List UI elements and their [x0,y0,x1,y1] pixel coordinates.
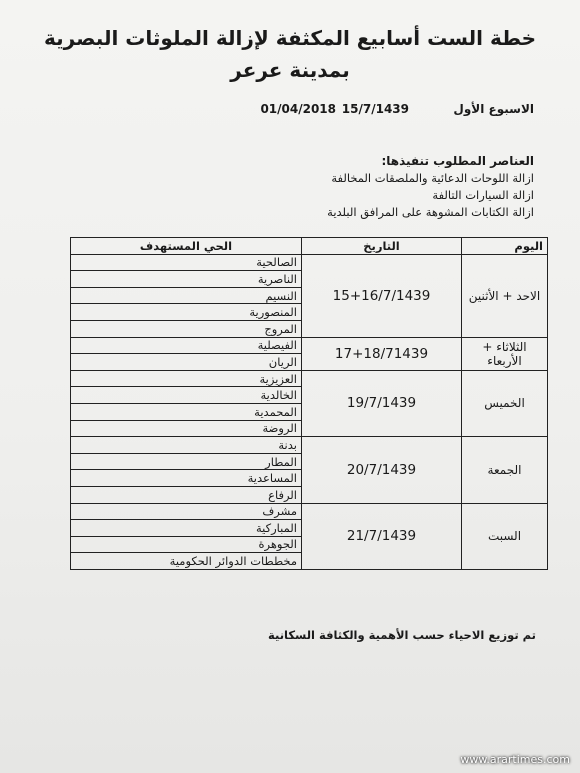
header-day: اليوم [462,238,548,255]
date-cell: 19/7/1439 [302,370,462,436]
district-cell: الخالدية [71,387,302,404]
requirements-section [234,153,534,221]
document-title [40,22,540,86]
day-cell: الجمعة [462,437,548,503]
district-cell: العزيزية [71,370,302,387]
district-cell: النسيم [71,287,302,304]
day-cell: الخميس [462,370,548,436]
date-cell: 20/7/1439 [302,437,462,503]
table-row [71,503,548,520]
district-cell: بدنة [71,437,302,454]
requirement-item: ازالة الكتابات المشوهة على المرافق البلدية [327,205,534,219]
district-cell: المطار [71,453,302,470]
title-line-1: خطة الست أسابيع المكثفة لإزالة الملوثات البصرية [44,26,536,50]
date-cell: 21/7/1439 [302,503,462,569]
table-row [71,337,548,354]
district-cell: المباركية [71,520,302,537]
date-cell: 15+16/7/1439 [302,254,462,337]
gregorian-date: 01/04/2018 [260,102,336,116]
table-header-row [71,238,548,255]
district-cell: المنصورية [71,304,302,321]
title-line-2: بمدينة عرعر [230,58,350,82]
district-cell: مشرف [71,503,302,520]
district-cell: الروضة [71,420,302,437]
site-watermark: www.arartimes.com [460,753,570,766]
hijri-date: 15/7/1439 [341,102,409,116]
district-cell: مخططات الدوائر الحكومية [71,553,302,570]
district-cell: الصالحية [71,254,302,271]
district-cell: الريان [71,354,302,371]
week-label: الاسبوع الأول [453,102,534,116]
schedule-table [70,237,548,570]
requirements-title: العناصر المطلوب تنفيذها: [381,154,534,168]
district-cell: المساعدية [71,470,302,487]
day-cell: السبت [462,503,548,569]
district-cell: الناصرية [71,271,302,288]
table-row [71,437,548,454]
requirement-item: ازالة السيارات التالفة [432,188,534,202]
district-cell: المحمدية [71,403,302,420]
district-cell: الجوهرة [71,536,302,553]
footer-note: تم توزيع الاحياء حسب الأهمية والكثافة السكانية [268,628,536,642]
day-cell: الثلاثاء + الأربعاء [462,337,548,370]
day-cell: الاحد + الأثنين [462,254,548,337]
table-row [71,254,548,271]
district-cell: المروج [71,320,302,337]
table-row [71,370,548,387]
header-date: التاريخ [302,238,462,255]
date-cell: 17+18/71439 [302,337,462,370]
header-district: الحي المستهدف [71,238,302,255]
district-cell: الفيصلية [71,337,302,354]
requirement-item: ازالة اللوحات الدعائية والملصقات المخالفة [331,171,534,185]
district-cell: الرفاع [71,486,302,503]
